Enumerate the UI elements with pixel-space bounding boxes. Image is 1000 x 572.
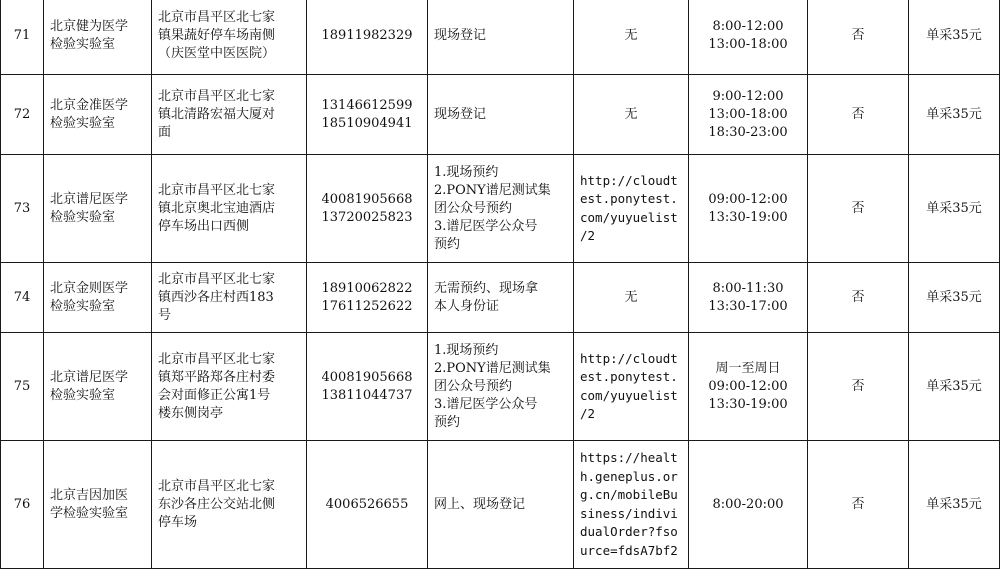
cell-line: 无	[624, 289, 638, 305]
cell-line: 北京市昌平区北七家	[158, 182, 276, 198]
table-body	[1, 0, 1000, 569]
opening-hours	[689, 75, 808, 155]
price: 单采35元	[909, 155, 1000, 263]
cell-line: 现场登记	[434, 106, 487, 122]
price: 单采35元	[909, 75, 1000, 155]
booking-link-none	[574, 75, 689, 155]
cell-line: /2	[580, 228, 596, 243]
flag-value: 否	[808, 155, 909, 263]
cell-line: h.geneplus.or	[580, 468, 678, 484]
cell-line: 会对面修正公寓1号	[158, 387, 271, 403]
cell-line: （庆医堂中医医院）	[158, 45, 276, 61]
cell-line: 9:00-12:00	[712, 88, 784, 104]
cell-line: 预约	[434, 236, 461, 252]
table-row	[1, 75, 1000, 155]
lab-name	[44, 263, 152, 333]
booking-link-none	[574, 0, 689, 75]
cell-line: 无	[624, 27, 638, 43]
row-number: 72	[1, 75, 44, 155]
cell-line: 北京金准医学	[50, 97, 129, 113]
cell-line: 北京谱尼医学	[50, 369, 129, 385]
cell-line: 学检验实验室	[50, 505, 129, 521]
opening-hours	[689, 155, 808, 263]
cell-line: 北京市昌平区北七家	[158, 351, 276, 367]
cell-line: 团公众号预约	[434, 200, 513, 216]
cell-line: 镇北清路宏福大厦对	[158, 106, 276, 122]
booking-link[interactable]	[574, 333, 689, 441]
lab-name	[44, 441, 152, 569]
flag-value: 否	[808, 75, 909, 155]
cell-line: 预约	[434, 414, 461, 430]
price: 单采35元	[909, 0, 1000, 75]
phone-numbers	[307, 333, 428, 441]
address	[152, 0, 307, 75]
table-row	[1, 155, 1000, 263]
cell-line: est.ponytest.	[580, 369, 678, 384]
cell-line: 现场登记	[434, 27, 487, 43]
row-number: 75	[1, 333, 44, 441]
opening-hours	[689, 0, 808, 75]
cell-line: 3.谱尼医学公众号	[434, 396, 538, 412]
phone-numbers	[307, 155, 428, 263]
cell-line: 18510904941	[321, 115, 413, 131]
cell-line: 网上、现场登记	[434, 496, 526, 512]
booking-method	[428, 0, 574, 75]
table-row	[1, 441, 1000, 569]
cell-line: 检验实验室	[50, 209, 116, 225]
cell-line: 13:00-18:00	[708, 106, 788, 122]
cell-line: 09:00-12:00	[708, 191, 788, 207]
cell-line: 北京金则医学	[50, 280, 129, 296]
lab-name	[44, 155, 152, 263]
phone-numbers	[307, 75, 428, 155]
cell-line: 40081905668	[321, 369, 413, 385]
cell-line: 停车场	[158, 514, 198, 530]
cell-line: 1.现场预约	[434, 164, 499, 180]
cell-line: 团公众号预约	[434, 378, 513, 394]
lab-name	[44, 0, 152, 75]
cell-line: 停车场出口西侧	[158, 218, 250, 234]
price: 单采35元	[909, 263, 1000, 333]
cell-line: 3.谱尼医学公众号	[434, 218, 538, 234]
row-number: 76	[1, 441, 44, 569]
table-row	[1, 0, 1000, 75]
opening-hours	[689, 441, 808, 569]
cell-line: 13720025823	[321, 209, 413, 225]
cell-line: 13:30-19:00	[708, 209, 788, 225]
cell-line: 18911982329	[321, 27, 413, 43]
cell-line: 镇西沙各庄村西183	[158, 289, 274, 305]
lab-name	[44, 333, 152, 441]
cell-line: 无需预约、现场拿	[434, 280, 539, 296]
cell-line: 8:00-12:00	[712, 18, 784, 34]
booking-method	[428, 263, 574, 333]
table-row	[1, 263, 1000, 333]
cell-line: /2	[580, 406, 596, 421]
row-number: 71	[1, 0, 44, 75]
cell-line: 18910062822	[321, 280, 413, 296]
cell-line: 楼东侧岗亭	[158, 405, 224, 421]
cell-line: g.cn/mobileBu	[580, 487, 678, 502]
cell-line: 周一至周日	[715, 360, 781, 376]
booking-link-none	[574, 263, 689, 333]
cell-line: 北京市昌平区北七家	[158, 271, 276, 287]
cell-line: 镇郑平路郑各庄村委	[158, 369, 276, 385]
cell-line: 8:00-20:00	[712, 496, 784, 512]
address	[152, 263, 307, 333]
cell-line: 13146612599	[321, 97, 413, 113]
phone-numbers	[307, 0, 428, 75]
cell-line: 2.PONY谱尼测试集	[434, 182, 551, 198]
cell-line: 镇果蔬好停车场南侧	[158, 27, 276, 43]
cell-line: 北京健为医学	[50, 18, 129, 34]
cell-line: 检验实验室	[50, 387, 116, 403]
phone-numbers	[307, 263, 428, 333]
phone-numbers	[307, 441, 428, 569]
booking-method	[428, 441, 574, 569]
cell-line: 号	[158, 307, 172, 323]
cell-line: 面	[158, 124, 172, 140]
cell-line: 检验实验室	[50, 36, 116, 52]
price: 单采35元	[909, 441, 1000, 569]
cell-line: 17611252622	[321, 298, 413, 314]
cell-line: 13:30-19:00	[708, 396, 788, 412]
address	[152, 155, 307, 263]
price: 单采35元	[909, 333, 1000, 441]
cell-line: urce=fdsA7bf2	[580, 542, 678, 558]
cell-line: 北京吉因加医	[50, 487, 129, 503]
booking-link[interactable]	[574, 155, 689, 263]
cell-line: https://healt	[580, 450, 678, 465]
opening-hours	[689, 333, 808, 441]
cell-line: com/yuyuelist	[580, 209, 678, 225]
cell-line: 北京市昌平区北七家	[158, 88, 276, 104]
cell-line: 13811044737	[321, 387, 413, 403]
cell-line: 无	[624, 106, 638, 122]
cell-line: 4006526655	[325, 496, 409, 512]
cell-line: 09:00-12:00	[708, 378, 788, 394]
cell-line: 东沙各庄公交站北侧	[158, 496, 276, 512]
cell-line: 检验实验室	[50, 298, 116, 314]
booking-method	[428, 75, 574, 155]
cell-line: 1.现场预约	[434, 342, 499, 358]
cell-line: 北京市昌平区北七家	[158, 478, 276, 494]
flag-value: 否	[808, 441, 909, 569]
cell-line: http://cloudt	[580, 350, 678, 366]
cell-line: 北京谱尼医学	[50, 191, 129, 207]
cell-line: http://cloudt	[580, 172, 678, 188]
lab-name	[44, 75, 152, 155]
address	[152, 75, 307, 155]
table-row	[1, 333, 1000, 441]
booking-method	[428, 333, 574, 441]
cell-line: 镇北京奥北宝迪酒店	[158, 200, 276, 216]
cell-line: 13:30-17:00	[708, 298, 788, 314]
cell-line: est.ponytest.	[580, 191, 678, 206]
cell-line: 8:00-11:30	[712, 280, 784, 296]
cell-line: 13:00-18:00	[708, 36, 788, 52]
cell-line: 北京市昌平区北七家	[158, 9, 276, 25]
flag-value: 否	[808, 333, 909, 441]
row-number: 74	[1, 263, 44, 333]
address	[152, 441, 307, 569]
booking-link[interactable]	[574, 441, 689, 569]
cell-line: 本人身份证	[434, 298, 500, 314]
cell-line: com/yuyuelist	[580, 387, 678, 403]
row-number: 73	[1, 155, 44, 263]
booking-method	[428, 155, 574, 263]
cell-line: 18:30-23:00	[708, 124, 788, 140]
cell-line: 2.PONY谱尼测试集	[434, 360, 551, 376]
cell-line: 40081905668	[321, 191, 413, 207]
cell-line: siness/indivi	[580, 505, 678, 521]
flag-value: 否	[808, 0, 909, 75]
opening-hours	[689, 263, 808, 333]
flag-value: 否	[808, 263, 909, 333]
cell-line: 检验实验室	[50, 115, 116, 131]
cell-line: dualOrder?fso	[580, 524, 678, 539]
address	[152, 333, 307, 441]
